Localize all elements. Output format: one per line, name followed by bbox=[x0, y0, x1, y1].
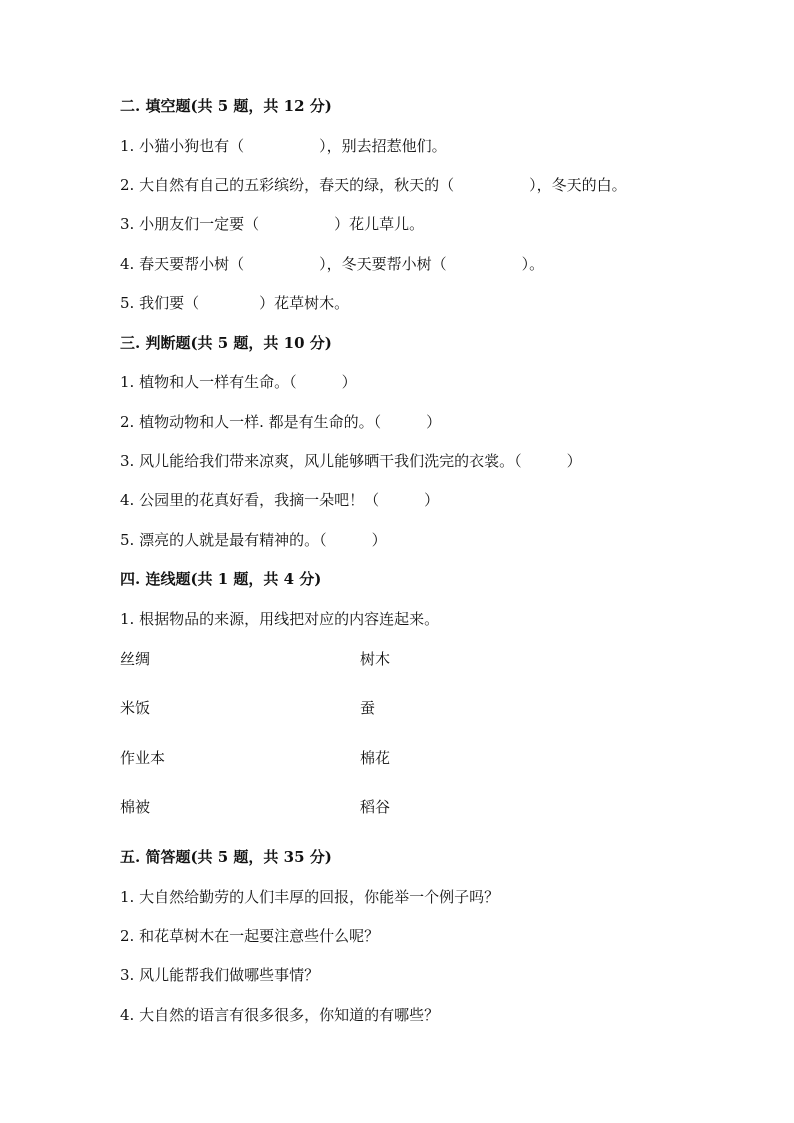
matching-right-item: 稻谷 bbox=[360, 798, 391, 816]
section-heading-true-false: 三. 判断题(共 5 题，共 10 分) bbox=[120, 334, 332, 352]
fill-blank-question-5: 5. 我们要（ ）花草树木。 bbox=[120, 294, 350, 312]
short-answer-question-1: 1. 大自然给勤劳的人们丰厚的回报，你能举一个例子吗？ bbox=[120, 888, 500, 906]
short-answer-question-3: 3. 风儿能帮我们做哪些事情？ bbox=[120, 966, 320, 984]
short-answer-question-4: 4. 大自然的语言有很多很多，你知道的有哪些？ bbox=[120, 1006, 440, 1024]
matching-left-item: 棉被 bbox=[120, 798, 151, 816]
matching-instruction: 1. 根据物品的来源，用线把对应的内容连起来。 bbox=[120, 610, 440, 628]
true-false-question-3: 3. 风儿能给我们带来凉爽，风儿能够晒干我们洗完的衣裳。（ ） bbox=[120, 452, 582, 470]
matching-right-item: 树木 bbox=[360, 650, 391, 668]
matching-left-item: 米饭 bbox=[120, 699, 151, 717]
fill-blank-question-2: 2. 大自然有自己的五彩缤纷，春天的绿，秋天的（ ），冬天的白。 bbox=[120, 176, 627, 194]
true-false-question-5: 5. 漂亮的人就是最有精神的。（ ） bbox=[120, 531, 387, 549]
fill-blank-question-4: 4. 春天要帮小树（ ），冬天要帮小树（ ）。 bbox=[120, 255, 545, 273]
true-false-question-4: 4. 公园里的花真好看，我摘一朵吧！（ ） bbox=[120, 491, 440, 509]
matching-right-item: 蚕 bbox=[360, 699, 376, 717]
true-false-question-1: 1. 植物和人一样有生命。（ ） bbox=[120, 373, 357, 391]
short-answer-question-2: 2. 和花草树木在一起要注意些什么呢？ bbox=[120, 927, 380, 945]
fill-blank-question-3: 3. 小朋友们一定要（ ）花儿草儿。 bbox=[120, 215, 425, 233]
true-false-question-2: 2. 植物动物和人一样. 都是有生命的。（ ） bbox=[120, 413, 442, 431]
section-heading-matching: 四. 连线题(共 1 题，共 4 分) bbox=[120, 570, 322, 588]
matching-left-item: 作业本 bbox=[120, 749, 166, 767]
matching-right-item: 棉花 bbox=[360, 749, 391, 767]
section-heading-short-answer: 五. 简答题(共 5 题，共 35 分) bbox=[120, 848, 332, 866]
matching-left-item: 丝绸 bbox=[120, 650, 151, 668]
section-heading-fill-blank: 二. 填空题(共 5 题，共 12 分) bbox=[120, 97, 332, 115]
fill-blank-question-1: 1. 小猫小狗也有（ ），别去招惹他们。 bbox=[120, 137, 447, 155]
